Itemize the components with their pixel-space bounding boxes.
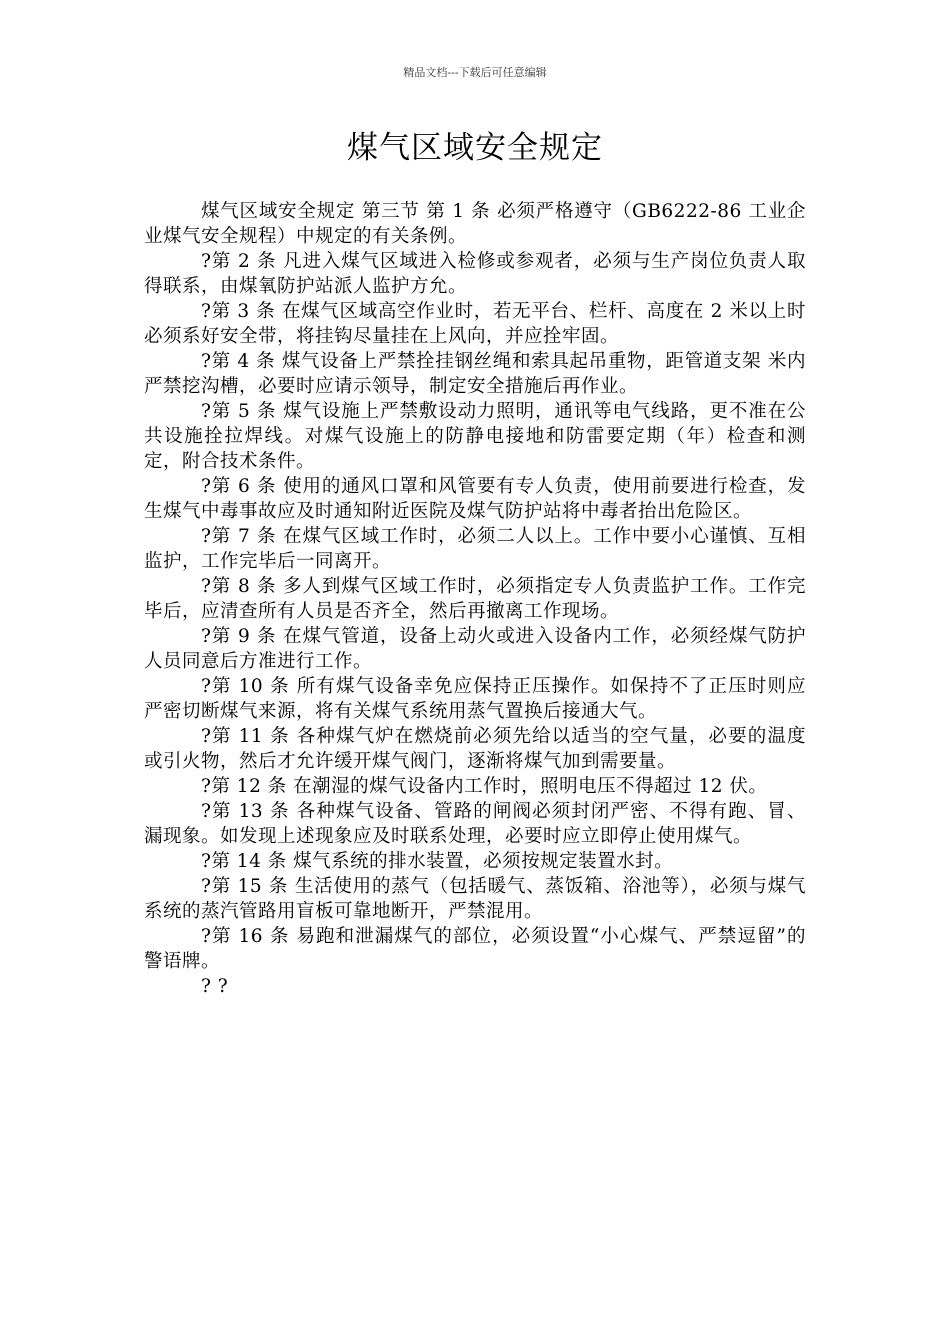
paragraph-article-14: ?第 14 条 煤气系统的排水装置，必须按规定装置水封。	[201, 851, 674, 872]
paragraph-article-16: ?第 16 条 易跑和泄漏煤气的部位，必须设置“小心煤气、严禁逗留”的警语牌。	[144, 926, 806, 972]
paragraph-article-15: ?第 15 条 生活使用的蒸气（包括暖气、蒸饭箱、浴池等），必须与煤气系统的蒸汽管路用盲板可靠地断开，严禁混用。	[144, 876, 806, 922]
paragraph-article-7: ?第 7 条 在煤气区域工作时，必须二人以上。工作中要小心谨慎、互相监护，工作完毕后一同离开。	[144, 526, 806, 572]
header-note: 精品文档---下载后可任意编辑	[403, 66, 547, 79]
paragraph-article-2: ?第 2 条 凡进入煤气区域进入检修或参观者，必须与生产岗位负责人取得联系，由煤氧防护站派人监护方允。	[144, 251, 806, 297]
paragraph-article-4: ?第 4 条 煤气设备上严禁拴挂钢丝绳和索具起吊重物，距管道支架 米内严禁挖沟槽，必要时应请示领导，制定安全措施后再作业。	[144, 351, 806, 397]
paragraph-trailing-marks: ? ?	[201, 976, 229, 997]
paragraph-article-6: ?第 6 条 使用的通风口罩和风管要有专人负责，使用前要进行检查，发生煤气中毒事故应及时通知附近医院及煤气防护站将中毒者抬出危险区。	[144, 476, 806, 522]
paragraph-intro: 煤气区域安全规定 第三节 第 1 条 必须严格遵守（GB6222-86 工业企业煤气安全规程）中规定的有关条例。	[144, 201, 806, 247]
document-title: 煤气区域安全规定	[347, 130, 603, 166]
paragraph-article-12: ?第 12 条 在潮湿的煤气设备内工作时，照明电压不得超过 12 伏。	[201, 776, 768, 797]
document-body	[144, 199, 806, 999]
paragraph-article-10: ?第 10 条 所有煤气设备幸免应保持正压操作。如保持不了正压时则应严密切断煤气来源，将有关煤气系统用蒸气置换后接通大气。	[144, 676, 806, 722]
paragraph-article-11: ?第 11 条 各种煤气炉在燃烧前必须先给以适当的空气量，必要的温度或引火物，然后才允许缓开煤气阀门，逐渐将煤气加到需要量。	[144, 726, 806, 772]
paragraph-article-8: ?第 8 条 多人到煤气区域工作时，必须指定专人负责监护工作。工作完毕后，应清查所有人员是否齐全，然后再撤离工作现场。	[144, 576, 806, 622]
paragraph-article-9: ?第 9 条 在煤气管道，设备上动火或进入设备内工作，必须经煤气防护人员同意后方准进行工作。	[144, 626, 806, 672]
paragraph-article-3: ?第 3 条 在煤气区域高空作业时，若无平台、栏杆、高度在 2 米以上时必须系好安全带，将挂钩尽量挂在上风向，并应拴牢固。	[144, 301, 806, 347]
paragraph-article-13: ?第 13 条 各种煤气设备、管路的闸阀必须封闭严密、不得有跑、冒、漏现象。如发现上述现象应及时联系处理，必要时应立即停止使用煤气。	[144, 801, 806, 847]
paragraph-article-5: ?第 5 条 煤气设施上严禁敷设动力照明，通讯等电气线路，更不准在公共设施拴拉焊线。对煤气设施上的防静电接地和防雷要定期（年）检查和测定，附合技术条件。	[144, 401, 806, 472]
